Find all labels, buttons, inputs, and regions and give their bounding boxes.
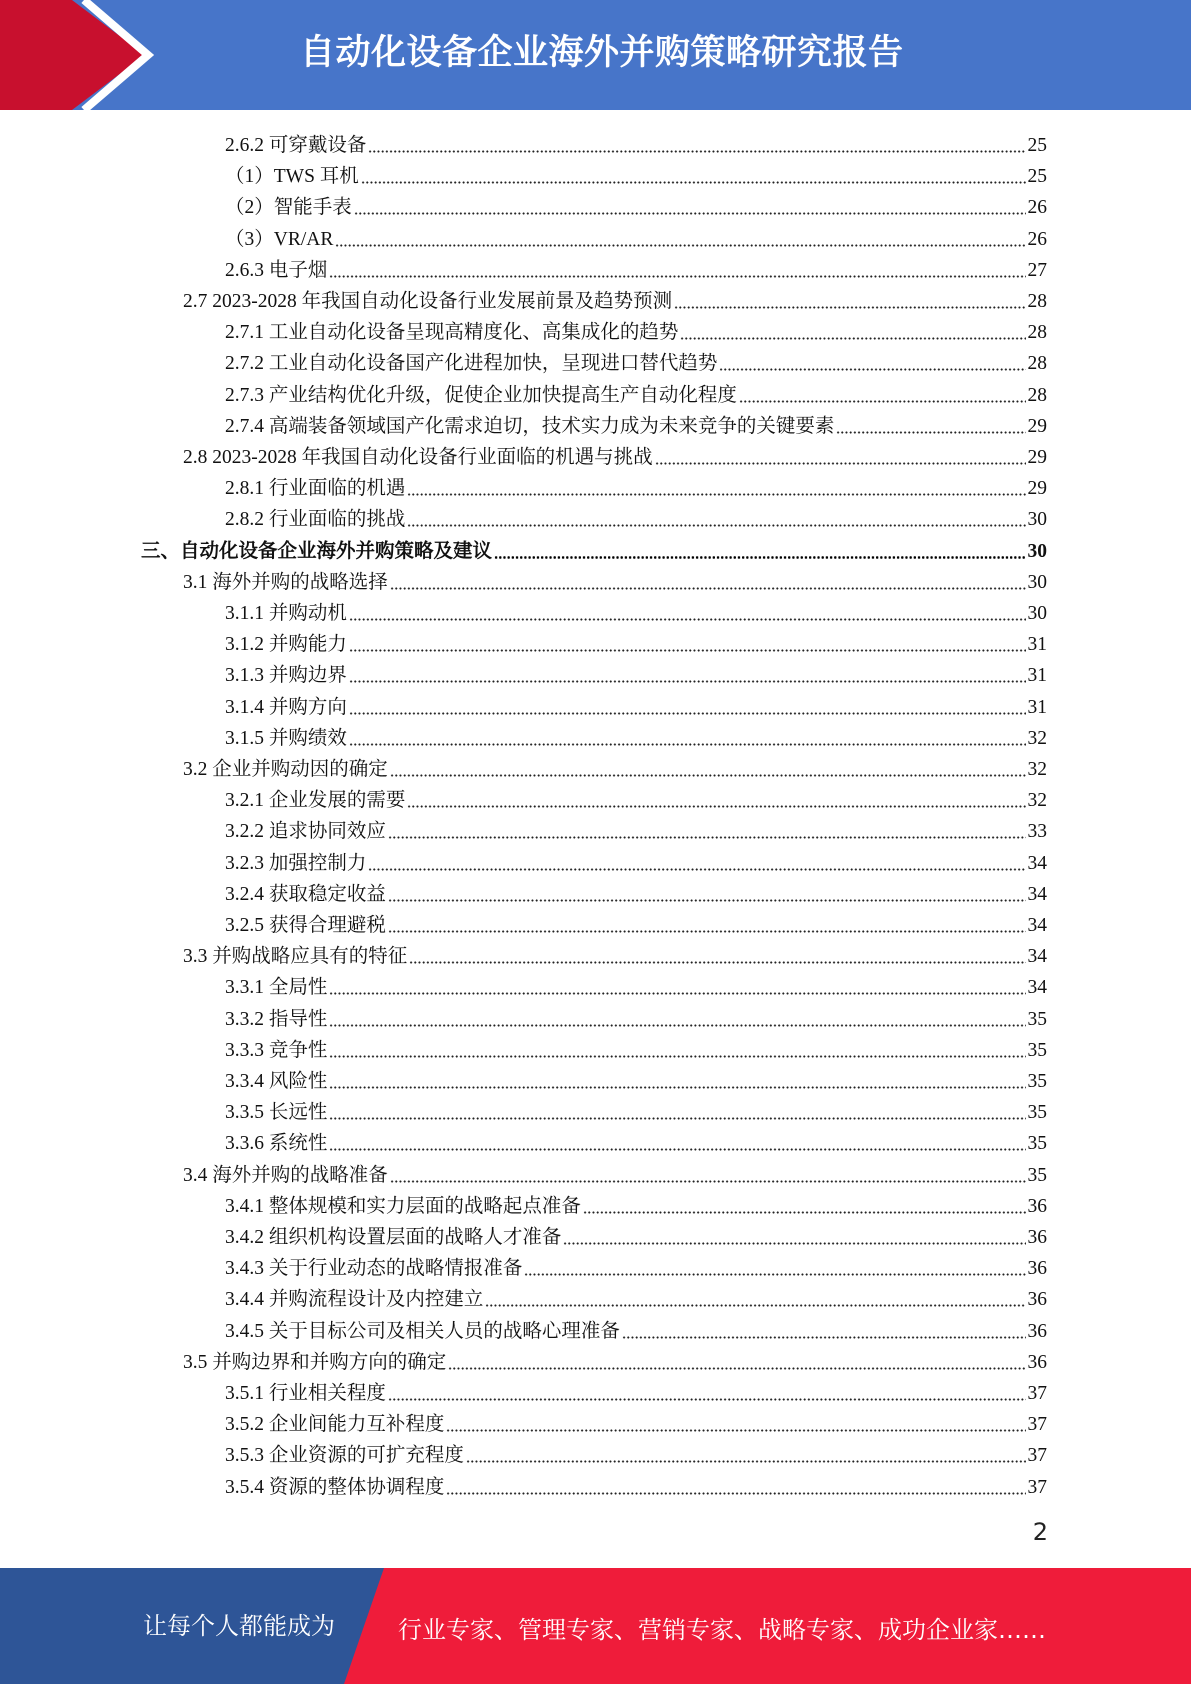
toc-entry[interactable] (225, 689, 1047, 720)
toc-entry[interactable] (225, 158, 1047, 189)
toc-entry-page: 29 (1027, 478, 1047, 500)
toc-dot-leader (388, 835, 1026, 840)
toc-entry[interactable] (225, 1001, 1047, 1032)
toc-entry-title: 2.7.1 工业自动化设备呈现高精度化、高集成化的趋势 (225, 322, 679, 344)
toc-entry-page: 32 (1027, 727, 1047, 749)
toc-dot-leader (361, 180, 1026, 185)
toc-entry-title: 3.3.5 长远性 (225, 1102, 328, 1124)
toc-entry[interactable] (225, 813, 1047, 844)
toc-entry-page: 34 (1027, 915, 1047, 936)
toc-entry-page: 30 (1027, 603, 1047, 624)
toc-dot-leader (329, 1116, 1025, 1121)
toc-entry-title: 三、自动化设备企业海外并购策略及建议 (141, 540, 493, 562)
toc-dot-leader (388, 898, 1026, 903)
toc-entry-page: 34 (1027, 852, 1047, 874)
toc-entry-page: 26 (1027, 197, 1047, 219)
toc-entry-page: 36 (1027, 1289, 1047, 1311)
toc-dot-leader (674, 305, 1025, 310)
toc-entry-title: （1）TWS 耳机 (225, 166, 359, 188)
toc-entry-page: 28 (1027, 384, 1047, 406)
toc-entry-page: 35 (1027, 1133, 1047, 1155)
toc-entry-title: 3.3.3 竞争性 (225, 1039, 328, 1061)
toc-entry[interactable] (225, 314, 1047, 345)
toc-entry-title: 3.3.2 指导性 (225, 1008, 328, 1030)
toc-entry-title: 3.4 海外并购的战略准备 (183, 1164, 388, 1186)
toc-entry-title: 3.1.2 并购能力 (225, 634, 347, 656)
toc-entry-page: 32 (1027, 790, 1047, 812)
toc-entry[interactable] (225, 1437, 1047, 1468)
toc-entry-title: 3.4.4 并购流程设计及内控建立 (225, 1289, 484, 1311)
toc-entry[interactable] (225, 1094, 1047, 1125)
toc-dot-leader (448, 1366, 1025, 1371)
page-number: 2 (1032, 1518, 1048, 1546)
toc-entry[interactable] (225, 221, 1047, 252)
toc-entry-title: 3.3.4 风险性 (225, 1071, 328, 1092)
toc-entry-title: 3.2.3 加强控制力 (225, 852, 367, 874)
toc-entry-page: 36 (1027, 1351, 1047, 1373)
toc-entry-page: 29 (1027, 415, 1047, 437)
toc-entry-page: 28 (1027, 291, 1047, 312)
toc-dot-leader (368, 867, 1025, 872)
toc-entry-title: 3.1.5 并购绩效 (225, 727, 347, 749)
toc-entry-title: 3.4.2 组织机构设置层面的战略人才准备 (225, 1227, 562, 1248)
toc-entry[interactable] (183, 283, 1047, 314)
toc-entry-page: 30 (1027, 509, 1047, 531)
toc-entry-page: 35 (1027, 1102, 1047, 1124)
toc-entry[interactable] (225, 595, 1047, 626)
toc-entry-page: 36 (1027, 1258, 1047, 1280)
toc-entry[interactable] (183, 751, 1047, 782)
toc-entry-title: 3.1.1 并购动机 (225, 603, 347, 624)
toc-entry-page: 30 (1027, 571, 1047, 593)
report-title: 自动化设备企业海外并购策略研究报告 (300, 33, 904, 73)
toc-dot-leader (388, 929, 1026, 934)
toc-entry-title: 3.5.3 企业资源的可扩充程度 (225, 1445, 464, 1467)
toc-dot-leader (329, 274, 1025, 279)
toc-dot-leader (349, 742, 1026, 747)
toc-entry-title: 3.5.1 行业相关程度 (225, 1383, 386, 1404)
toc-dot-leader (407, 804, 1025, 809)
toc-entry[interactable] (225, 501, 1047, 532)
toc-entry-page: 34 (1027, 883, 1047, 905)
toc-entry-title: 3.3 并购战略应具有的特征 (183, 946, 408, 968)
toc-dot-leader (354, 211, 1026, 216)
toc-entry[interactable] (225, 189, 1047, 220)
toc-entry-title: 3.2.1 企业发展的需要 (225, 790, 406, 812)
toc-dot-leader (719, 367, 1025, 372)
toc-entry[interactable] (225, 1313, 1047, 1344)
toc-dot-leader (680, 336, 1025, 341)
toc-entry-page: 35 (1027, 1008, 1047, 1030)
toc-entry[interactable] (225, 252, 1047, 283)
toc-entry[interactable] (225, 1406, 1047, 1437)
toc-entry[interactable] (225, 657, 1047, 688)
toc-entry-page: 28 (1027, 322, 1047, 344)
toc-dot-leader (524, 1272, 1025, 1277)
toc-dot-leader (388, 1397, 1026, 1402)
toc-dot-leader (446, 1428, 1025, 1433)
toc-entry-title: 3.5.2 企业间能力互补程度 (225, 1414, 445, 1436)
toc-entry-title: 2.6.3 电子烟 (225, 259, 328, 281)
toc-entry[interactable] (225, 1188, 1047, 1219)
toc-entry-page: 26 (1027, 228, 1047, 250)
toc-entry-page: 34 (1027, 946, 1047, 968)
footer-slogan-right: 行业专家、管理专家、营销专家、战略专家、成功企业家…… (398, 1616, 1046, 1644)
toc-entry-title: 2.8 2023-2028 年我国自动化设备行业面临的机遇与挑战 (183, 447, 653, 468)
toc-entry[interactable] (225, 1063, 1047, 1094)
toc-entry-page: 28 (1027, 353, 1047, 375)
toc-entry[interactable] (225, 470, 1047, 501)
toc-entry[interactable] (183, 439, 1047, 470)
toc-entry-page: 37 (1027, 1476, 1047, 1498)
toc-entry-title: 3.4.3 关于行业动态的战略情报准备 (225, 1258, 523, 1280)
toc-entry[interactable] (225, 1250, 1047, 1281)
toc-entry[interactable] (225, 720, 1047, 751)
toc-dot-leader (409, 960, 1025, 965)
toc-entry-page: 36 (1027, 1227, 1047, 1248)
toc-entry-title: 3.4.1 整体规模和实力层面的战略起点准备 (225, 1195, 581, 1217)
toc-entry-title: 3.2 企业并购动因的确定 (183, 759, 388, 780)
toc-dot-leader (739, 399, 1026, 404)
toc-entry-page: 25 (1027, 166, 1047, 188)
toc-entry-page: 30 (1027, 540, 1047, 562)
toc-entry[interactable] (225, 1375, 1047, 1406)
toc-entry-title: 3.2.5 获得合理避税 (225, 915, 386, 936)
toc-entry[interactable] (225, 1219, 1047, 1250)
toc-entry[interactable] (225, 969, 1047, 1000)
toc-entry-title: 2.7.3 产业结构优化升级，促使企业加快提高生产自动化程度 (225, 384, 737, 406)
toc-entry-title: 3.5 并购边界和并购方向的确定 (183, 1351, 447, 1373)
toc-dot-leader (329, 1023, 1025, 1028)
toc-entry-page: 31 (1027, 696, 1047, 718)
toc-entry[interactable] (225, 345, 1047, 376)
toc-dot-leader (466, 1459, 1026, 1464)
toc-entry-title: 3.2.4 获取稳定收益 (225, 883, 386, 905)
toc-dot-leader (349, 648, 1026, 653)
toc-dot-leader (407, 523, 1025, 528)
toc-entry[interactable] (225, 1032, 1047, 1063)
toc-entry[interactable] (225, 1281, 1047, 1312)
toc-dot-leader (655, 461, 1026, 466)
toc-dot-leader (329, 991, 1025, 996)
toc-entry-page: 37 (1027, 1445, 1047, 1467)
toc-entry[interactable] (183, 938, 1047, 969)
page-footer (0, 1568, 1191, 1684)
toc-entry-page: 29 (1027, 447, 1047, 468)
toc-entry-page: 35 (1027, 1164, 1047, 1186)
toc-entry[interactable] (183, 1157, 1047, 1188)
toc-entry-page: 32 (1027, 759, 1047, 780)
toc-entry[interactable] (225, 626, 1047, 657)
toc-entry-title: 3.3.6 系统性 (225, 1133, 328, 1155)
toc-dot-leader (329, 1054, 1025, 1059)
toc-dot-leader (390, 773, 1026, 778)
toc-entry[interactable] (225, 1469, 1047, 1500)
toc-dot-leader (563, 1241, 1025, 1246)
toc-entry-page: 37 (1027, 1383, 1047, 1404)
toc-dot-leader (329, 1085, 1025, 1090)
toc-dot-leader (446, 1491, 1025, 1496)
toc-entry-page: 35 (1027, 1039, 1047, 1061)
toc-entry[interactable] (225, 845, 1047, 876)
toc-dot-leader (335, 243, 1025, 248)
footer-slogan-left: 让每个人都能成为 (143, 1612, 335, 1640)
toc-dot-leader (368, 149, 1025, 154)
toc-entry-page: 36 (1027, 1195, 1047, 1217)
toc-entry-title: 2.7 2023-2028 年我国自动化设备行业发展前景及趋势预测 (183, 291, 673, 312)
toc-entry-title: 2.7.4 高端装备领域国产化需求迫切，技术实力成为未来竞争的关键要素 (225, 415, 835, 437)
toc-entry[interactable] (225, 876, 1047, 907)
toc-entry-page: 34 (1027, 977, 1047, 999)
toc-dot-leader (485, 1303, 1025, 1308)
toc-entry-title: 3.1.4 并购方向 (225, 696, 347, 718)
toc-entry-title: 3.3.1 全局性 (225, 977, 328, 999)
toc-entry-title: 3.1.3 并购边界 (225, 665, 347, 687)
toc-entry-page: 35 (1027, 1071, 1047, 1092)
toc-entry-title: 3.1 海外并购的战略选择 (183, 571, 388, 593)
toc-dot-leader (349, 711, 1026, 716)
toc-entry-page: 33 (1027, 821, 1047, 843)
toc-entry-page: 25 (1027, 135, 1047, 156)
toc-entry-title: 3.5.4 资源的整体协调程度 (225, 1476, 445, 1498)
toc-entry-title: （2）智能手表 (225, 197, 352, 219)
toc-entry[interactable] (225, 377, 1047, 408)
toc-entry[interactable] (225, 782, 1047, 813)
toc-entry-title: 3.2.2 追求协同效应 (225, 821, 386, 843)
toc-dot-leader (583, 1210, 1026, 1215)
toc-dot-leader (349, 617, 1026, 622)
toc-dot-leader (390, 1179, 1026, 1184)
toc-entry[interactable] (183, 564, 1047, 595)
toc-dot-leader (390, 586, 1026, 591)
toc-dot-leader (329, 1147, 1025, 1152)
toc-entry[interactable] (141, 533, 1047, 564)
toc-entry-page: 27 (1027, 259, 1047, 281)
toc-dot-leader (494, 555, 1025, 560)
toc-dot-leader (407, 492, 1025, 497)
page-header (0, 0, 1191, 110)
toc-entry[interactable] (225, 1125, 1047, 1156)
toc-entry[interactable] (225, 907, 1047, 938)
toc-entry-title: 2.6.2 可穿戴设备 (225, 135, 367, 156)
toc-entry-title: 2.7.2 工业自动化设备国产化进程加快，呈现进口替代趋势 (225, 353, 718, 375)
toc-entry[interactable] (225, 408, 1047, 439)
toc-entry[interactable] (183, 1344, 1047, 1375)
toc-entry-title: 3.4.5 关于目标公司及相关人员的战略心理准备 (225, 1320, 620, 1342)
toc-entry-page: 31 (1027, 665, 1047, 687)
toc-entry-title: 2.8.2 行业面临的挑战 (225, 509, 406, 531)
toc-dot-leader (836, 430, 1025, 435)
toc-entry-page: 37 (1027, 1414, 1047, 1436)
toc-entry-page: 36 (1027, 1320, 1047, 1342)
toc-entry[interactable] (225, 127, 1047, 158)
toc-entry-title: （3）VR/AR (225, 228, 334, 250)
toc-entry-page: 31 (1027, 634, 1047, 656)
toc-dot-leader (349, 679, 1026, 684)
toc-entry-title: 2.8.1 行业面临的机遇 (225, 478, 406, 500)
toc-dot-leader (622, 1335, 1026, 1340)
